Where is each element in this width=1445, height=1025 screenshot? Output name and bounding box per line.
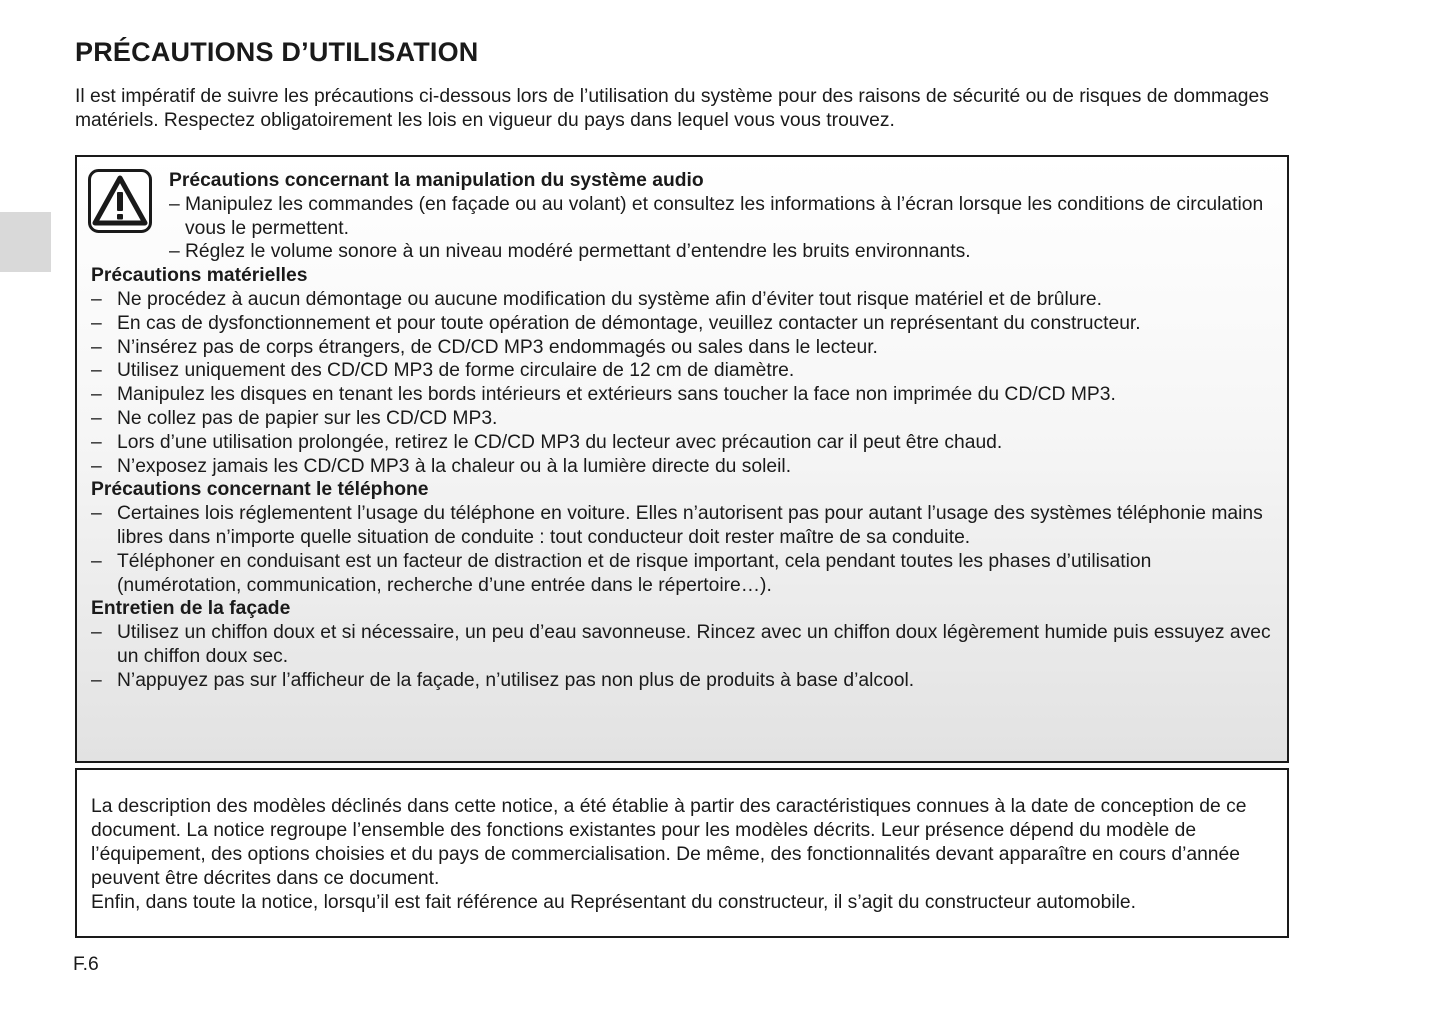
list-item: – Certaines lois réglementent l’usage du téléphone en voiture. Elles n’autorisent pas pour autant l’usage des systèmes téléphonie mains libres dans n’importe quelle situation de conduite : tout conducteur doit rester maître de sa conduite. bbox=[91, 502, 1276, 550]
list-item: – Réglez le volume sonore à un niveau modéré permettant d’entendre les bruits environnants. bbox=[169, 240, 1276, 264]
info-paragraph: La description des modèles déclinés dans cette notice, a été établie à partir des caractéristiques connues à la date de conception de ce document. La notice regroupe l’ensemble des fonctions existantes pour les modèles décrits. Leur présence dépend du modèle de l’équipement, des options choisies et du pays de commercialisation. De même, des fonctionnalités devant apparaître en cours d’année peuvent être décrites dans ce document. bbox=[91, 796, 1247, 889]
list-item: – Ne procédez à aucun démontage ou aucune modification du système afin d’éviter tout risque matériel et de brûlure. bbox=[91, 288, 1276, 312]
section-heading-materiel: Précautions matérielles bbox=[91, 265, 308, 287]
audio-list bbox=[169, 193, 1276, 264]
intro-paragraph: Il est impératif de suivre les précautions ci-dessous lors de l’utilisation du système pour des raisons de sécurité ou de risques de dommages matériels. Respectez obligatoirement les lois en vigueur du pays dans lequel vous vous trouvez. bbox=[75, 86, 1269, 131]
list-item: – Ne collez pas de papier sur les CD/CD MP3. bbox=[91, 407, 1276, 431]
facade-list bbox=[91, 621, 1276, 692]
chapter-tab-marker bbox=[0, 212, 51, 272]
list-item: – N’insérez pas de corps étrangers, de CD/CD MP3 endommagés ou sales dans le lecteur. bbox=[91, 336, 1276, 360]
section-heading-audio: Précautions concernant la manipulation du système audio bbox=[169, 170, 704, 191]
warning-box bbox=[75, 155, 1289, 763]
list-item: – En cas de dysfonctionnement et pour toute opération de démontage, veuillez contacter un représentant du constructeur. bbox=[91, 312, 1276, 336]
info-text bbox=[91, 795, 1276, 915]
section-heading-telephone: Précautions concernant le téléphone bbox=[91, 479, 429, 501]
list-item: – Manipulez les commandes (en façade ou au volant) et consultez les informations à l’écran lorsque les conditions de circulation vous le permettent. bbox=[169, 193, 1276, 241]
list-item: – Utilisez uniquement des CD/CD MP3 de forme circulaire de 12 cm de diamètre. bbox=[91, 359, 1276, 383]
info-closing: Enfin, dans toute la notice, lorsqu’il est fait référence au Représentant du constructeur, il s’agit du constructeur automobile. bbox=[91, 892, 1136, 913]
audio-section bbox=[91, 169, 1276, 264]
page-title: PRÉCAUTIONS D’UTILISATION bbox=[75, 37, 479, 67]
warning-content bbox=[91, 169, 1276, 693]
section-heading-facade: Entretien de la façade bbox=[91, 598, 291, 620]
page-number: F.6 bbox=[73, 954, 99, 975]
info-box bbox=[75, 768, 1289, 938]
list-item: – Lors d’une utilisation prolongée, retirez le CD/CD MP3 du lecteur avec précaution car il peut être chaud. bbox=[91, 431, 1276, 455]
list-item: – Utilisez un chiffon doux et si nécessaire, un peu d’eau savonneuse. Rincez avec un chiffon doux légèrement humide puis essuyez avec un chiffon doux sec. bbox=[91, 621, 1276, 669]
list-item: – N’appuyez pas sur l’afficheur de la façade, n’utilisez pas non plus de produits à base d’alcool. bbox=[91, 669, 1276, 693]
telephone-list bbox=[91, 502, 1276, 597]
list-item: – Manipulez les disques en tenant les bords intérieurs et extérieurs sans toucher la face non imprimée du CD/CD MP3. bbox=[91, 383, 1276, 407]
list-item: – N’exposez jamais les CD/CD MP3 à la chaleur ou à la lumière directe du soleil. bbox=[91, 455, 1276, 479]
materiel-list bbox=[91, 288, 1276, 478]
list-item: – Téléphoner en conduisant est un facteur de distraction et de risque important, cela pendant toutes les phases d’utilisation (numérotation, communication, recherche d’une entrée dans le répertoire…). bbox=[91, 550, 1276, 598]
